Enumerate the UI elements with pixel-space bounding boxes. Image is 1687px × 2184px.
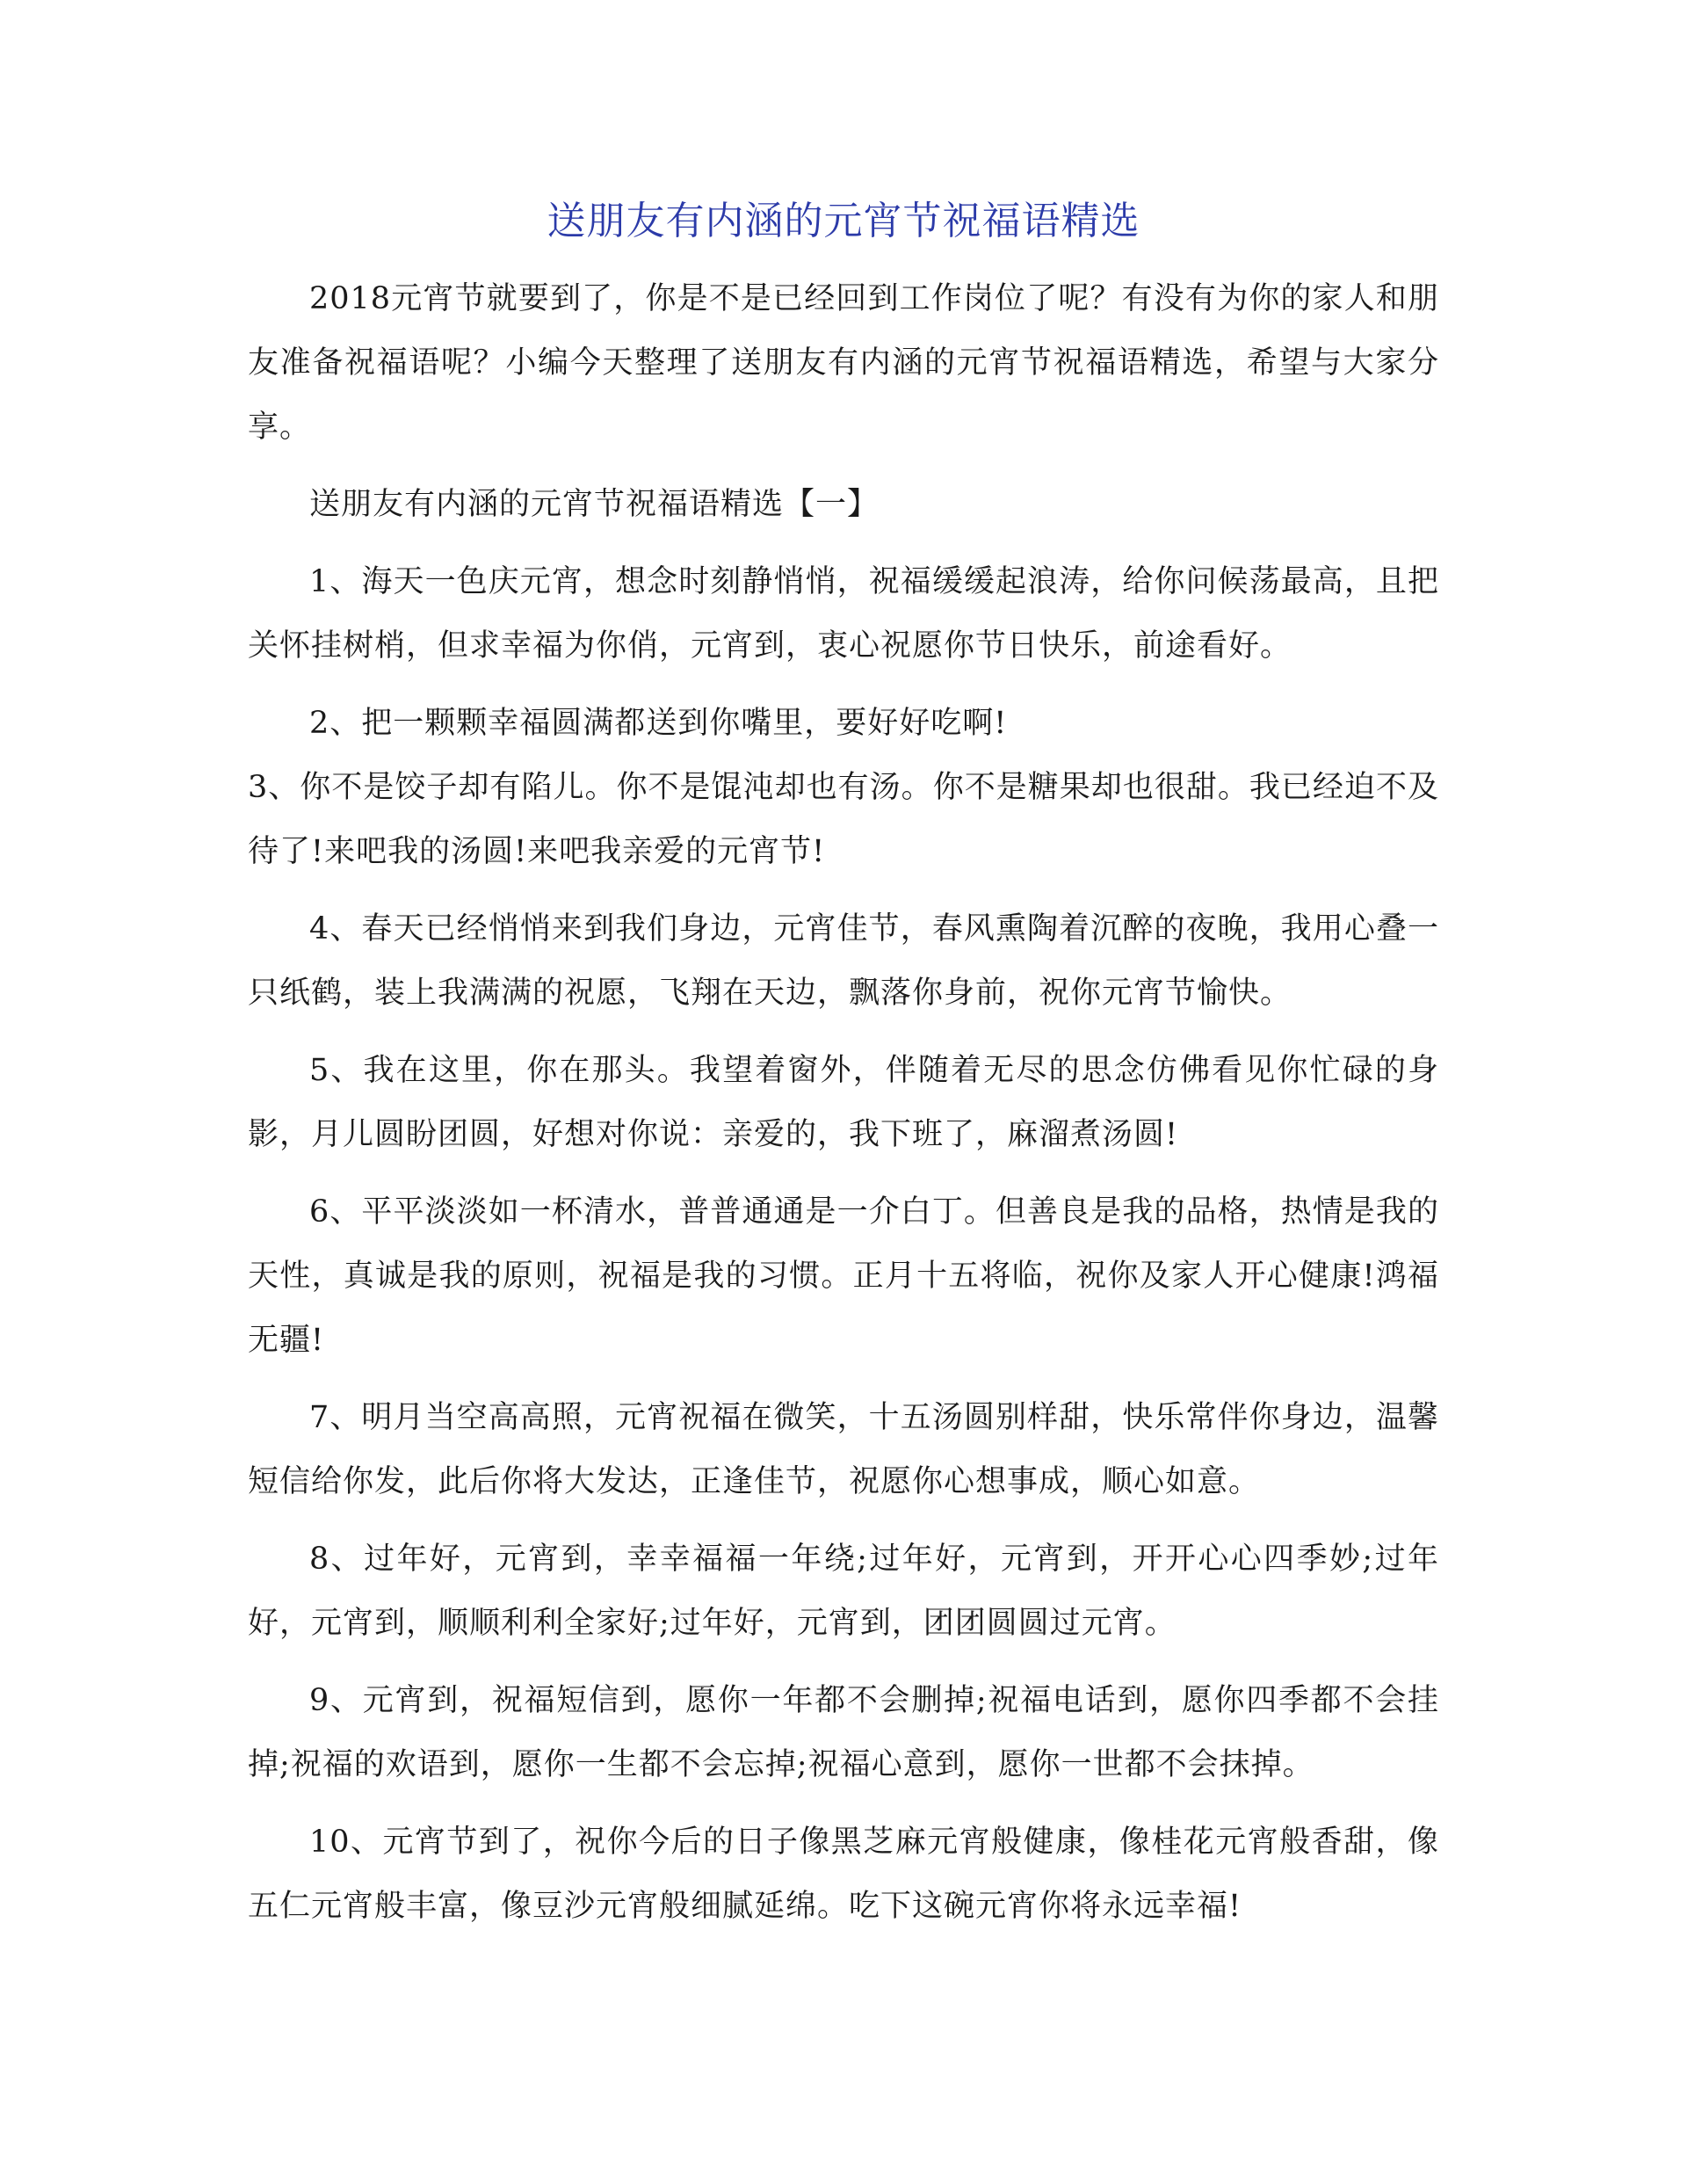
blessing-item-7: 7、明月当空高高照，元宵祝福在微笑，十五汤圆别样甜，快乐常伴你身边，温馨短信给你发，此后你将大发达，正逢佳节，祝愿你心想事成，顺心如意。 bbox=[248, 1400, 1439, 1499]
document-page bbox=[248, 193, 1439, 1952]
blessing-item-6: 6、平平淡淡如一杯清水，普普通通是一介白丁。但善良是我的品格，热情是我的天性，真诚是我的原则，祝福是我的习惯。正月十五将临，祝你及家人开心健康!鸿福无疆! bbox=[248, 1194, 1439, 1358]
blessing-item-5: 5、我在这里，你在那头。我望着窗外，伴随着无尽的思念仿佛看见你忙碌的身影，月儿圆盼团圆，好想对你说：亲爱的，我下班了，麻溜煮汤圆! bbox=[248, 1053, 1439, 1152]
document-title: 送朋友有内涵的元宵节祝福语精选 bbox=[547, 199, 1140, 243]
blessing-item-8: 8、过年好，元宵到，幸幸福福一年绕;过年好，元宵到，开开心心四季妙;过年好，元宵到，顺顺利利全家好;过年好，元宵到，团团圆圆过元宵。 bbox=[248, 1542, 1439, 1641]
blessing-item-4: 4、春天已经悄悄来到我们身边，元宵佳节，春风熏陶着沉醉的夜晚，我用心叠一只纸鹤，装上我满满的祝愿，飞翔在天边，飘落你身前，祝你元宵节愉快。 bbox=[248, 911, 1439, 1011]
intro-paragraph: 2018元宵节就要到了，你是不是已经回到工作岗位了呢？有没有为你的家人和朋友准备祝福语呢？小编今天整理了送朋友有内涵的元宵节祝福语精选，希望与大家分享。 bbox=[248, 281, 1439, 445]
blessing-item-9: 9、元宵到，祝福短信到，愿你一年都不会删掉;祝福电话到，愿你四季都不会挂掉;祝福的欢语到，愿你一生都不会忘掉;祝福心意到，愿你一世都不会抹掉。 bbox=[248, 1683, 1439, 1782]
blessing-item-1: 1、海天一色庆元宵，想念时刻静悄悄，祝福缓缓起浪涛，给你问候荡最高，且把关怀挂树梢，但求幸福为你俏，元宵到，衷心祝愿你节日快乐，前途看好。 bbox=[248, 564, 1439, 664]
blessing-item-3: 3、你不是饺子却有陷儿。你不是馄沌却也有汤。你不是糖果却也很甜。我已经迫不及待了!来吧我的汤圆!来吧我亲爱的元宵节! bbox=[248, 770, 1439, 869]
blessing-item-2: 2、把一颗颗幸福圆满都送到你嘴里，要好好吃啊! bbox=[309, 706, 1008, 741]
blessing-item-10: 10、元宵节到了，祝你今后的日子像黑芝麻元宵般健康，像桂花元宵般香甜，像五仁元宵般丰富，像豆沙元宵般细腻延绵。吃下这碗元宵你将永远幸福! bbox=[248, 1825, 1439, 1924]
section-heading: 送朋友有内涵的元宵节祝福语精选【一】 bbox=[309, 487, 880, 522]
